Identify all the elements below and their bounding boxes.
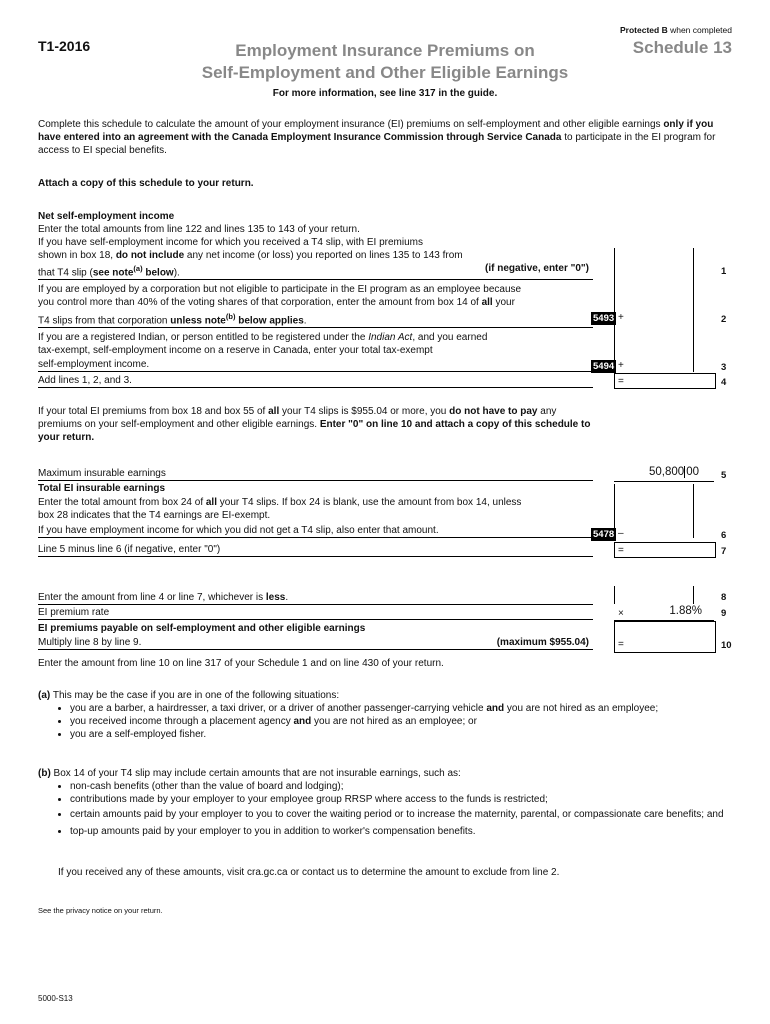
line8-box[interactable]	[614, 586, 694, 604]
line-number-10: 10	[721, 640, 732, 651]
line1-row: that T4 slip (see note$^{(a)}$ below). (if negative, enter "0")	[38, 262, 593, 280]
plus-sign: +	[618, 312, 624, 323]
line9-row: EI premium rate	[38, 606, 593, 620]
note-b-instruction: If you received any of these amounts, visit cra.gc.ca or contact us to determine the amount to exclude from line 2.	[58, 867, 560, 878]
line10-box[interactable]	[614, 621, 716, 653]
line6-box[interactable]	[614, 484, 694, 538]
note-b: (b) Box 14 of your T4 slip may include certain amounts that are not insurable earnings, such as: • non-cash benefits (other than the value of board and lodging); • contributions made by your employer to your employee group RRSP where access to the funds is restricted; • certain amounts paid by your employer to you to cover the waiting period or to increase the maternity, parental, or compassionate care benefits; and • top-up amounts paid by your employer to you in addition to worker's compensation benefits.	[38, 767, 728, 838]
line-number-4: 4	[721, 377, 727, 388]
more-info: For more information, see line 317 in the guide.	[272, 88, 498, 99]
note-b-item: • certain amounts paid by your employer to you to cover the waiting period or to increase the maternity, parental, or compassionate care benefits; and	[70, 808, 728, 821]
attach-instruction: Attach a copy of this schedule to your return.	[38, 178, 254, 189]
line-number-9: 9	[721, 608, 727, 619]
line2-row: T4 slips from that corporation unless note$^{(b)}$ below applies.	[38, 310, 593, 328]
line-number-5: 5	[721, 470, 727, 481]
line-number-1: 1	[721, 266, 727, 277]
line-number-7: 7	[721, 546, 727, 557]
line7-box[interactable]	[614, 542, 716, 558]
page-title: Employment Insurance Premiums on Self-Employment and Other Eligible Earnings	[201, 41, 569, 82]
line1-text: Enter the total amounts from line 122 and lines 135 to 143 of your return. If you have self-employment income for which you received a T4 slip, with EI premiums shown in box 18, do not include any net income (or loss) you reported on lines 135 to 143 from	[38, 224, 463, 261]
note-a-item: • you are a self-employed fisher.	[70, 728, 738, 741]
line4-box[interactable]	[614, 373, 716, 389]
line3-row: self-employment income.	[38, 358, 593, 372]
equals-sign: =	[618, 545, 624, 556]
code-5478: 5478	[593, 529, 615, 540]
privacy-notice: See the privacy notice on your return.	[38, 906, 163, 915]
minus-sign: –	[618, 528, 624, 539]
form-code: 5000-S13	[38, 994, 73, 1003]
note-a-item: • you are a barber, a hairdresser, a taxi driver, or a driver of another passenger-carrying vehicle and you are not hired as an employee;	[70, 702, 738, 715]
intro-paragraph: Complete this schedule to calculate the amount of your employment insurance (EI) premiums on self-employment and other eligible earnings only if you have entered into an agreement with the Canada Employment Insurance Commission through Service Canada to participate in the EI program for access to EI special benefits.	[38, 119, 716, 156]
line5-row: Maximum insurable earnings	[38, 467, 593, 481]
code-5493: 5493	[593, 313, 615, 324]
ei-premium-rate: 1.88%	[669, 605, 702, 617]
line2-box[interactable]	[614, 276, 694, 324]
section-heading-premiums-payable: EI premiums payable on self-employment and other eligible earnings	[38, 623, 366, 634]
line-number-2: 2	[721, 314, 727, 325]
note-b-item: • contributions made by your employer to your employee group RRSP where access to the funds is restricted;	[70, 793, 728, 806]
equals-sign: =	[618, 639, 624, 650]
line10-row: Multiply line 8 by line 9. (maximum $955.04)	[38, 636, 593, 650]
schedule-number: Schedule 13	[632, 38, 732, 57]
section-heading-net-income: Net self-employment income	[38, 211, 175, 222]
line1-box[interactable]	[614, 248, 694, 276]
line4-row: Add lines 1, 2, and 3.	[38, 374, 593, 388]
line-number-8: 8	[721, 592, 727, 603]
note-a-item: • you received income through a placement agency and you are not hired as an employee; or	[70, 715, 738, 728]
form-id: T1-2016	[38, 38, 91, 54]
line6-row: If you have employment income for which you did not get a T4 slip, also enter that amount.	[38, 524, 593, 538]
protected-b-label: Protected B when completed	[620, 25, 732, 35]
line3-box[interactable]	[614, 324, 694, 372]
plus-sign: +	[618, 360, 624, 371]
note-b-item: • non-cash benefits (other than the value of board and lodging);	[70, 780, 728, 793]
line2-text: If you are employed by a corporation but not eligible to participate in the EI program as an employee because you control more than 40% of the voting shares of that corporation, enter the amount from box 14 of all your	[38, 284, 522, 308]
times-sign: ×	[618, 608, 624, 619]
line6-text: Enter the total amount from box 24 of all your T4 slips. If box 24 is blank, use the amount from box 14, unless box 28 indicates that the T4 earnings are EI-exempt.	[38, 497, 522, 521]
max-insurable-earnings: 50,800 00	[649, 466, 699, 478]
line3-text: If you are a registered Indian, or person entitled to be registered under the Indian Act, and you earned tax-exempt, self-employment income on a reserve in Canada, enter your total tax-exempt	[38, 332, 488, 356]
line10-instruction: Enter the amount from line 10 on line 317 of your Schedule 1 and on line 430 of your return.	[38, 658, 444, 669]
code-5494: 5494	[593, 361, 615, 372]
line-number-3: 3	[721, 362, 727, 373]
line-number-6: 6	[721, 530, 727, 541]
ei-threshold-notice: If your total EI premiums from box 18 and box 55 of all your T4 slips is $955.04 or more, you do not have to pay any premiums on your self-employment and other eligible earnings. Enter "0" on line 10 and attach a copy of this schedule to your return.	[38, 406, 591, 443]
line7-row: Line 5 minus line 6 (if negative, enter "0")	[38, 543, 593, 557]
line8-row: Enter the amount from line 4 or line 7, whichever is less.	[38, 591, 593, 605]
note-b-item: • top-up amounts paid by your employer to you in addition to worker's compensation benefits.	[70, 825, 728, 838]
equals-sign: =	[618, 376, 624, 387]
section-heading-total-ei: Total EI insurable earnings	[38, 483, 166, 494]
note-a: (a) This may be the case if you are in one of the following situations: • you are a barber, a hairdresser, a taxi driver, or a driver of another passenger-carrying vehicle and you are not hired as an employee; • you received income through a placement agency and you are not hired as an employee; or • you are a self-employed fisher.	[38, 689, 738, 741]
